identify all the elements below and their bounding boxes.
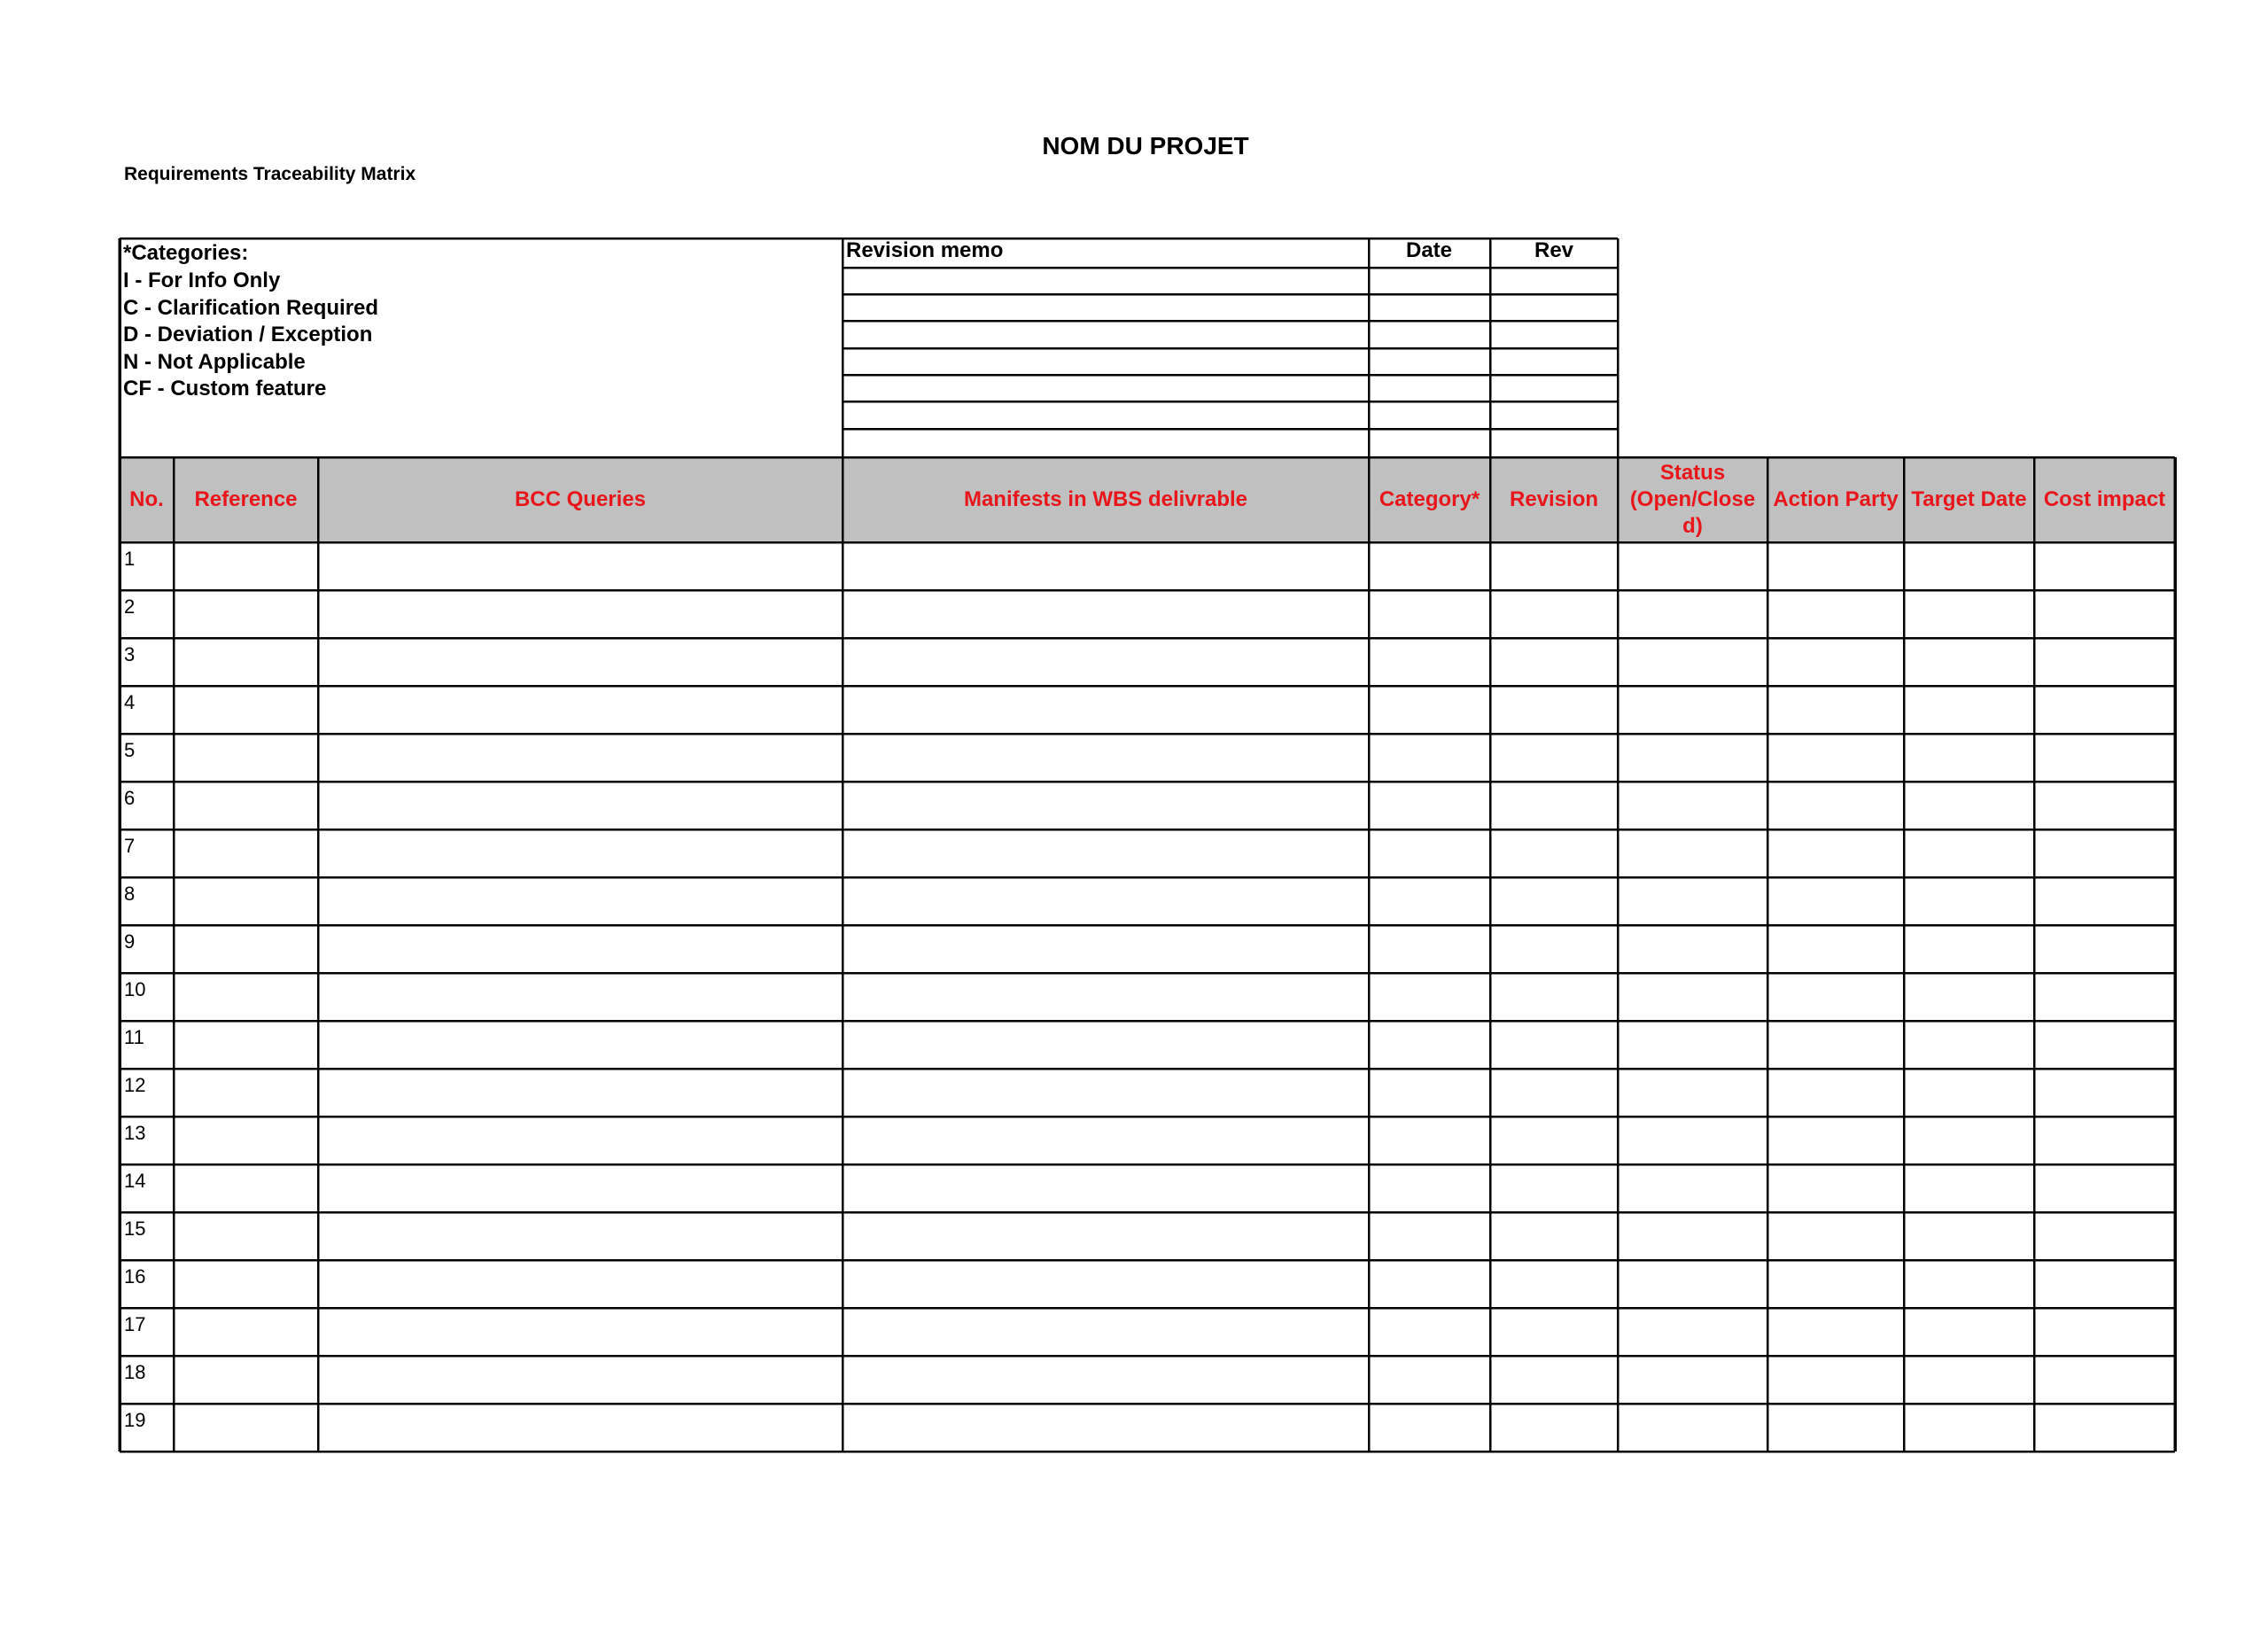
- category-item: CF - Custom feature: [123, 377, 327, 401]
- column-header: [318, 459, 843, 541]
- table-row-number: 2: [124, 595, 136, 618]
- table-row-number: 8: [124, 883, 136, 905]
- column-header: [120, 459, 174, 541]
- page-title: NOM DU PROJET: [1042, 132, 1249, 160]
- categories-heading: *Categories:: [123, 241, 249, 265]
- column-header: [2034, 459, 2175, 541]
- column-header-label: Action Party: [1773, 487, 1899, 511]
- column-header: [843, 459, 1369, 541]
- table-row-number: 7: [124, 835, 136, 857]
- table-row-number: 9: [124, 930, 136, 953]
- column-header-label: No.: [129, 487, 164, 511]
- column-header: [174, 459, 318, 541]
- revision-date-header: Date: [1405, 238, 1453, 262]
- column-header-label: Revision: [1509, 487, 1599, 511]
- revision-rev-header: Rev: [1534, 238, 1574, 262]
- document-subtitle: Requirements Traceability Matrix: [124, 164, 416, 184]
- table-row-number: 1: [124, 548, 136, 570]
- table-row-number: 17: [124, 1313, 146, 1335]
- table-row-number: 14: [124, 1170, 146, 1192]
- table-row-number: 10: [124, 978, 146, 1000]
- column-header: [1904, 459, 2034, 541]
- category-item: C - Clarification Required: [123, 295, 379, 320]
- table-row-number: 3: [124, 643, 136, 665]
- category-item: N - Not Applicable: [123, 349, 306, 374]
- category-item: D - Deviation / Exception: [123, 323, 373, 346]
- table-row-number: 15: [124, 1218, 146, 1240]
- grid-lines: [120, 238, 2175, 1451]
- table-row-number: 16: [124, 1265, 146, 1288]
- column-header: [1618, 459, 1767, 541]
- column-header-label: Manifests in WBS delivrable: [963, 487, 1248, 511]
- category-item: I - For Info Only: [123, 268, 281, 292]
- column-header-label: BCC Queries: [514, 487, 647, 511]
- table-row-number: 18: [124, 1361, 146, 1383]
- table-row-number: 19: [124, 1409, 146, 1431]
- column-header-label: Reference: [194, 487, 298, 511]
- table-row-number: 4: [124, 691, 136, 713]
- column-header: [1369, 459, 1490, 541]
- column-header-label: Status (Open/Close d): [1629, 461, 1756, 538]
- table-row-number: 13: [124, 1122, 146, 1144]
- column-header-label: Target Date: [1911, 487, 2027, 511]
- column-header: [1490, 459, 1618, 541]
- column-header-label: Cost impact: [2043, 487, 2166, 511]
- revision-memo-header: Revision memo: [846, 238, 1004, 262]
- column-header-label: Category*: [1379, 487, 1480, 511]
- table-row-number: 5: [124, 739, 136, 761]
- column-header: [1767, 459, 1904, 541]
- table-row-number: 11: [124, 1026, 144, 1048]
- table-row-number: 12: [124, 1074, 146, 1096]
- table-row-number: 6: [124, 787, 136, 809]
